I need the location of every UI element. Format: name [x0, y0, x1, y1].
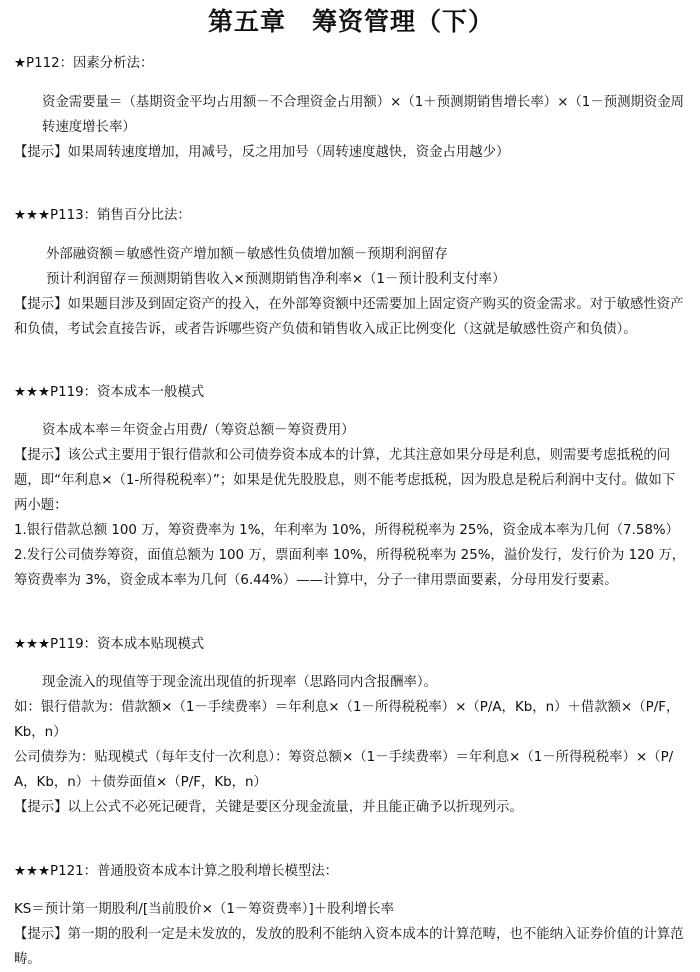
section-factor-analysis: [14, 51, 688, 164]
section-cost-discount-model: [14, 632, 688, 820]
section-gap: [14, 342, 688, 367]
formula-line: 公司债券为：贴现模式（每年支付一次利息）：筹资总额×（1－手续费率）＝年利息×（1－所得税税率）×（P/A，Kb，n）＋债券面值×（P/F，Kb，n）: [14, 750, 674, 791]
formula-line: 外部融资额＝敏感性资产增加额－敏感性负债增加额－预期利润留存: [46, 246, 448, 262]
section-heading: ★★★P119：资本成本一般模式: [14, 384, 205, 400]
section-cost-general-model: [14, 380, 688, 593]
tip-line: 【提示】第一期的股利一定是未发放的，发放的股利不能纳入资本成本的计算范畴，也不能纳入证券价值的计算范畴。: [14, 926, 684, 967]
formula-line: 预计利润留存＝预测期销售收入×预测期销售净利率×（1－预计股利支付率）: [46, 271, 506, 287]
tip-line: 【提示】如果周转速度增加，用减号，反之用加号（周转速度越快，资金占用越少）: [14, 144, 510, 160]
tip-line: 【提示】以上公式不必死记硬背，关键是要区分现金流量，并且能正确予以折现列示。: [14, 800, 523, 816]
section-heading: ★★★P113：销售百分比法：: [14, 208, 191, 224]
section-heading: ★★★P121：普通股资本成本计算之股利增长模型法：: [14, 863, 339, 879]
section-gap: [14, 593, 688, 618]
exercise-line: 1.银行借款总额 100 万，筹资费率为 1%，年利率为 10%，所得税税率为 25%，资金成本率为几何（7.58%）: [14, 523, 679, 539]
tip-line: 【提示】如果题目涉及到固定资产的投入，在外部筹资额中还需要加上固定资产购买的资金需求。对于敏感性资产和负债，考试会直接告诉，或者告诉哪些资产负债和销售收入成正比例变化（这就是敏感性资产和负债）。: [14, 296, 684, 337]
page-title: 第五章 筹资管理（下）: [207, 7, 494, 36]
tip-line: 【提示】该公式主要用于银行借款和公司债券资本成本的计算，尤其注意如果分母是利息，则需要考虑抵税的问题，即“年利息×（1-所得税税率）”；如果是优先股股息，则不能考虑抵税，因为股息是税后利润中支付。做如下两小题：: [14, 448, 676, 514]
exercise-line: 2.发行公司债券筹资，面值总额为 100 万，票面利率 10%，所得税税率为 25%，溢价发行，发行价为 120 万，筹资费率为 3%，资金成本率为几何（6.44%）——计算中，分子一律用票面要素，分母用发行要素。: [14, 548, 686, 589]
section-gap: [14, 820, 688, 845]
formula-line: 资本成本率＝年资金占用费/（筹资总额－筹资费用）: [42, 423, 355, 439]
formula-line: KS＝预计第一期股利/[当前股价×（1－筹资费率）]＋股利增长率: [14, 901, 395, 917]
section-gap: [14, 165, 688, 190]
section-dividend-growth-model: [14, 859, 688, 972]
formula-line: 资金需要量＝（基期资金平均占用额－不合理资金占用额）×（1＋预测期销售增长率）×（1－预测期资金周转速度增长率）: [42, 94, 685, 135]
formula-line: 现金流入的现值等于现金流出现值的折现率（思路同内含报酬率）。: [42, 675, 438, 691]
section-heading: ★★★P119：资本成本贴现模式: [14, 636, 205, 652]
section-sales-percentage: [14, 203, 688, 341]
section-heading: ★P112：因素分析法：: [14, 56, 154, 72]
formula-line: 如：银行借款为：借款额×（1－手续费率）＝年利息×（1－所得税税率）×（P/A，Kb，n）＋借款额×（P/F，Kb，n）: [14, 700, 680, 741]
